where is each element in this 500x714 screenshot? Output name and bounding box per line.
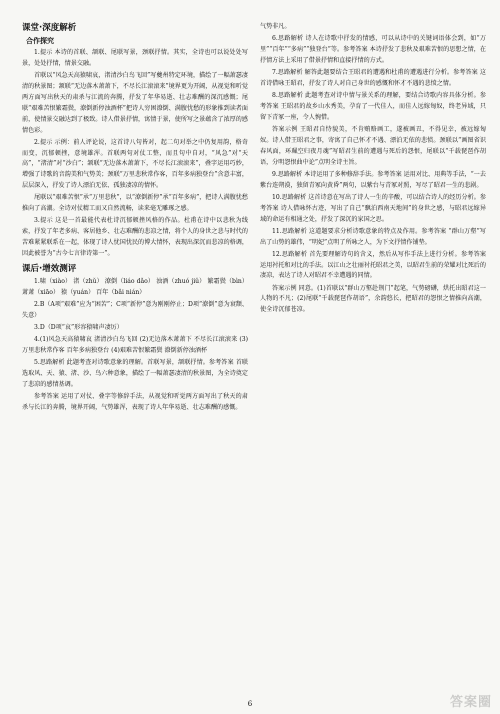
answer-paragraph: 4.(1)风急天高猿啸哀 渚清沙白鸟飞回 (2)无边落木萧萧下 不尽长江滚滚来 (3)万里悲秋常作客 百年多病独登台 (4)艰难苦恨繁霜鬓 潦倒新停浊酒杯	[22, 336, 248, 354]
answer-paragraph: 1.提示 本诗的首联、颔联、尾联写景，颈联抒情。其实，全诗也可以说处处写景，处处抒情，情景交融。	[22, 49, 248, 67]
page-number: 6	[247, 700, 253, 708]
answer-paragraph: 3.D（D项“哀”形容猿啸声凄厉）	[34, 323, 123, 331]
answer-paragraph: 答案示例 王昭君自恃貌美，不肯贿赂画工，遂被画丑，不得见幸，被远嫁匈奴。诗人借王昭君之事，寄寓了自己怀才不遇、漂泊无依的悲愤。颈联以“画图省识春风面，环珮空归夜月魂”写昭君生前的遭遇与死后的怨恨，尾联以“千载琵琶作胡语，分明怨恨曲中论”点明全诗主旨。	[260, 125, 486, 166]
right-column	[260, 22, 486, 692]
answer-paragraph: 7.思路解析 解答此题要结合王昭君的遭遇和杜甫的遭遇进行分析。参考答案 这首诗借咏王昭君，抒发了诗人对自己身世的感慨和怀才不遇的悲愤之情。	[260, 69, 486, 87]
watermark: 答案圈	[449, 695, 492, 710]
answer-paragraph: 10.思路解析 这首诗意在写出了诗人一生的辛酸，可以结合诗人的经历分析。参考答案 诗人借咏怀古迹，写出了自己“飘泊西南天地间”的身世之感，与昭君远嫁异域的命运有相通之处，抒发了深沉的家国之思。	[260, 193, 486, 223]
left-column	[22, 22, 248, 692]
section-title-after-class: 课后·增效测评	[22, 263, 77, 274]
answer-paragraph: 8.思路解析 此题考查对诗中情与景关系的理解，要结合诗歌内容具体分析。参考答案 王昭君的故乡山水秀美，孕育了一代佳人，而佳人远嫁匈奴，终老异域，只留下青冢一座，令人惋惜。	[260, 92, 486, 121]
answer-paragraph: 首联以“风急天高猿啸哀，渚清沙白鸟飞回”写夔州特定环境，描绘了一幅萧瑟凄清的秋景图；颔联“无边落木萧萧下，不尽长江滚滚来”境界更为开阔，从视觉和听觉两方面写出秋天的肃杀与江流的奔腾，抒发了年华易逝、壮志难酬的深沉感慨；尾联“艰难苦恨繁霜鬓，潦倒新停浊酒杯”把诗人穷困潦倒、满腹忧愁的形象推到读者面前，使情景交融达到了极致。诗人借景抒情，寓情于景，使所写之景蕴含了浓厚的感情色彩。	[22, 72, 248, 134]
answer-paragraph: 1.啸（xiào） 渚（zhǔ） 潦倒（liáo dǎo） 浊酒（zhuó jiǔ） 繁霜鬓（bìn） 萧萧（xiāo） 猿（yuán） 百年（bǎi nián）	[22, 277, 248, 296]
answer-paragraph: 气势非凡。	[260, 23, 291, 30]
subsection-title-cooperative: 合作探究	[26, 37, 54, 45]
answer-paragraph: 11.思路解析 这道题要求分析诗歌意象的特点及作用。参考答案 “群山万壑”写出了山势的雄伟，“明妃”点明了所咏之人，为下文抒情作铺垫。	[260, 227, 486, 246]
two-column-layout	[22, 22, 486, 692]
section-title-classroom: 课堂·深度解析	[22, 23, 77, 33]
answer-paragraph: 3.提示 这是一首最能代表杜诗沉郁顿挫风格的作品。杜甫在诗中以悲秋为线索，抒发了年老多病、客居他乡、壮志难酬的悲凉之情，将个人的身世之悲与时代的苦难紧紧联系在一起，体现了诗人忧国忧民的博大情怀，表现出深沉而悲凉的格调，因此被誉为“古今七言律诗第一”。	[22, 217, 248, 258]
answer-paragraph: 2.B（A项“艰难”应为“困苦”；C项“新停”意为刚刚停止；D项“潦倒”意为衰颓、失意）	[22, 300, 248, 319]
answer-paragraph: 参考答案 运用了对仗、叠字等修辞手法，从视觉和听觉两方面写出了秋天的肃杀与长江的奔腾，境界开阔，气势雄浑，表现了诗人年华易逝、壮志难酬的感慨。	[22, 392, 248, 411]
answer-paragraph: 尾联以“艰难苦恨”承“万里悲秋”，以“潦倒新停”承“百年多病”，把诗人满腹忧愁推向了高潮。全诗对仗精工而又自然流畅，读来毫无雕琢之感。	[22, 194, 248, 213]
answer-paragraph: 5.思路解析 此题考查对诗歌意象的理解。首联写景，颔联抒情。参考答案 首联选取风、天、猿、渚、沙、鸟六种意象，描绘了一幅萧瑟凄清的秋景图，为全诗奠定了悲凉的感情基调。	[22, 359, 248, 388]
answer-paragraph: 12.思路解析 首先要理解诗句的含义，然后从写作手法上进行分析。参考答案 运用衬托和对比的手法。以江山之壮丽衬托昭君之美，以昭君生前的荣耀对比死后的凄凉，表达了诗人对昭君不幸遭遇的同情。	[260, 250, 486, 280]
answer-paragraph: 6.思路解析 诗人在诗歌中抒发的情感，可以从诗中的关键词语体会到，如“万里”“百年”“多病”“独登台”等。参考答案 本诗抒发了悲秋及艰难苦恨的思想之情，在抒情方法上采用了借景抒情和直接抒情的方式。	[260, 35, 486, 64]
answer-paragraph: 9.思路解析 本诗运用了多种修辞手法。参考答案 运用对比、用典等手法，“一去紫台连朔漠，独留青冢向黄昏”两句，以紫台与青冢对照，写尽了昭君一生的悲剧。	[260, 170, 486, 189]
answer-paragraph: 2.提示 示例：前人评论说，这首诗八句皆对，起二句对举之中仍复用韵，格奇而变，沉郁顿挫，意境雄浑。首联两句对仗工整，而且句中自对，“风急”对“天高”，“渚清”对“沙白”；颔联“无边落木萧萧下，不尽长江滚滚来”，叠字运用巧妙，增强了诗歌的音韵美和气势美；颈联“万里悲秋常作客，百年多病独登台”含意丰富，层层深入，抒发了诗人漂泊无依、孤独凄凉的情怀。	[22, 138, 248, 190]
answer-paragraph: 答案示例 同意。(1)首联以“群山万壑赴荆门”起笔，气势磅礴，烘托出昭君这一人物的不凡；(2)尾联“千载琵琶作胡语”，余韵悠长，把昭君的怨恨之情推向高潮，使全诗沉郁苍凉。	[260, 284, 486, 314]
